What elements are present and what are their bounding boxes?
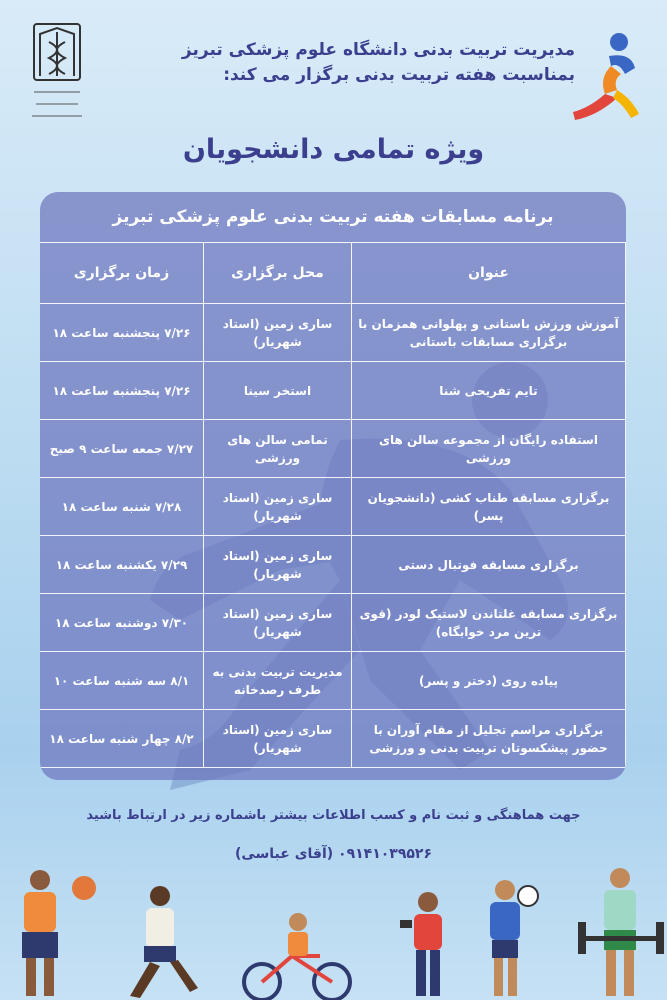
footballer-icon — [490, 880, 538, 996]
schedule-table-title: برنامه مسابقات هفته تربیت بدنی علوم پزشکی تبریز — [112, 207, 554, 227]
table-row — [40, 362, 626, 420]
university-logo — [22, 20, 92, 135]
event-time: ۷/۳۰ دوشنبه ساعت ۱۸ — [40, 594, 204, 652]
event-title: برگزاری مسابقه طناب کشی (دانشجویان پسر) — [352, 478, 626, 536]
event-title: استفاده رایگان از مجموعه سالن های ورزشی — [352, 420, 626, 478]
header-title-col: عنوان — [352, 243, 626, 304]
event-time: ۷/۲۶ پنجشنبه ساعت ۱۸ — [40, 362, 204, 420]
table-row — [40, 420, 626, 478]
event-place: ساری زمین (استاد شهریار) — [204, 304, 352, 362]
audience-subtitle: ویژه تمامی دانشجویان — [182, 134, 485, 165]
basketball-player-icon — [22, 870, 96, 996]
header-title — [145, 38, 575, 88]
table-row — [40, 710, 626, 768]
event-place: تمامی سالن های ورزشی — [204, 420, 352, 478]
header-line-2: بمناسبت هفته تربیت بدنی برگزار می کند: — [223, 65, 575, 85]
athletes-illustration — [0, 860, 667, 1000]
table-row — [40, 594, 626, 652]
event-time: ۸/۲ چهار شنبه ساعت ۱۸ — [40, 710, 204, 768]
event-title: برگزاری مسابقه غلتاندن لاستیک لودر (قوی ترین مرد خوابگاه) — [352, 594, 626, 652]
event-title: آموزش ورزش باستانی و پهلوانی همزمان با برگزاری مسابقات باستانی — [352, 304, 626, 362]
event-time: ۸/۱ سه شنبه ساعت ۱۰ — [40, 652, 204, 710]
table-header-row — [40, 243, 626, 304]
university-logo-icon — [22, 20, 92, 135]
header-time-col: زمان برگزاری — [40, 243, 204, 304]
schedule-table-card — [40, 192, 626, 780]
table-row — [40, 536, 626, 594]
schedule-table — [40, 242, 626, 768]
table-row — [40, 652, 626, 710]
event-time: ۷/۲۸ شنبه ساعت ۱۸ — [40, 478, 204, 536]
dumbbell-lifter-icon — [400, 892, 442, 996]
header-line-1: مدیریت تربیت بدنی دانشگاه علوم پزشکی تبریز — [181, 40, 575, 60]
event-time: ۷/۲۹ یکشنبه ساعت ۱۸ — [40, 536, 204, 594]
event-time: ۷/۲۷ جمعه ساعت ۹ صبح — [40, 420, 204, 478]
event-place: ساری زمین (استاد شهریار) — [204, 536, 352, 594]
table-row — [40, 478, 626, 536]
header-place-col: محل برگزاری — [204, 243, 352, 304]
event-title: برگزاری مراسم تجلیل از مقام آوران با حضور پیشکسوتان تربیت بدنی و ورزشی — [352, 710, 626, 768]
weightlifter-icon — [578, 868, 664, 996]
contact-text: جهت هماهنگی و ثبت نام و کسب اطلاعات بیشتر باشماره زیر در ارتباط باشید — [86, 808, 581, 823]
event-place: ساری زمین (استاد شهریار) — [204, 710, 352, 768]
event-title: تایم تفریحی شنا — [352, 362, 626, 420]
cyclist-icon — [244, 913, 350, 1000]
sport-runner-logo — [569, 28, 647, 124]
event-place: ساری زمین (استاد شهریار) — [204, 594, 352, 652]
event-time: ۷/۲۶ پنجشنبه ساعت ۱۸ — [40, 304, 204, 362]
event-title: پیاده روی (دختر و پسر) — [352, 652, 626, 710]
runner-athlete-icon — [130, 886, 198, 998]
runner-logo-icon — [569, 28, 647, 124]
event-place: استخر سینا — [204, 362, 352, 420]
table-row — [40, 304, 626, 362]
contact-phone: ۰۹۱۴۱۰۳۹۵۲۶ (آقای عباسی) — [234, 846, 433, 862]
event-title: برگزاری مسابقه فوتبال دستی — [352, 536, 626, 594]
event-place: مدیریت تربیت بدنی به طرف رصدخانه — [204, 652, 352, 710]
event-place: ساری زمین (استاد شهریار) — [204, 478, 352, 536]
